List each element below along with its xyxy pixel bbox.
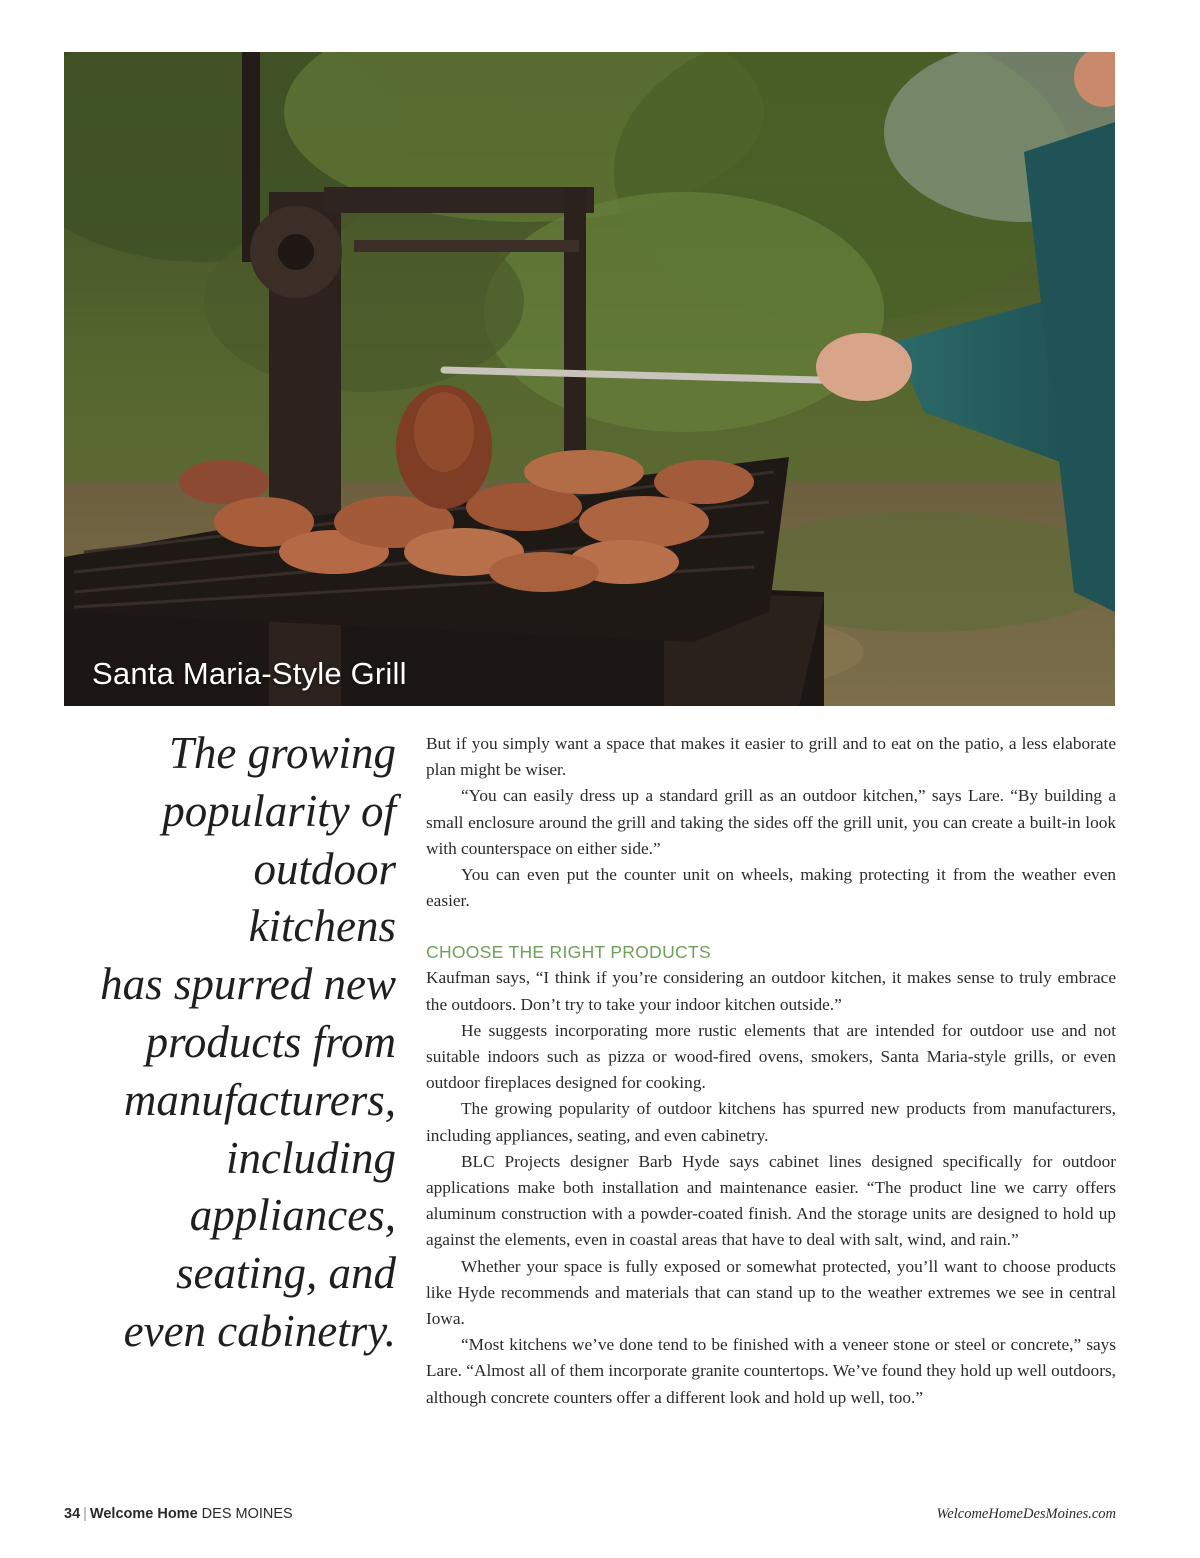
article-paragraph: The growing popularity of outdoor kitchens has spurred new products from manufacturers, including appliances, seating, and even cabinetry. [426,1099,1116,1145]
article-body [426,731,1116,1411]
pull-quote-line: has spurred new [100,959,396,1010]
pull-quote-line: outdoor kitchens [248,843,396,952]
article-paragraph: “You can easily dress up a standard grill as an outdoor kitchen,” says Lare. “By building a small enclosure around the grill and taking the sides off the grill unit, you can create a built-in look with counterspace on either side.” [426,786,1116,858]
pull-quote-line: products from [145,1016,396,1067]
pull-quote-line: including [226,1132,396,1183]
footer-website: WelcomeHomeDesMoines.com [936,1506,1116,1522]
footer-folio [64,1506,293,1522]
article-paragraph: “Most kitchens we’ve done tend to be finished with a veneer stone or steel or concrete,” says Lare. “Almost all of them incorporate granite countertops. We’ve found they hold up well outdoors, although concrete counters offer a different look and hold up well, too.” [426,1335,1116,1407]
article-paragraph: He suggests incorporating more rustic elements that are intended for outdoor use and not suitable indoors such as pizza or wood-fired ovens, smokers, Santa Maria-style grills, or even outdoor fireplaces designed for cooking. [426,1020,1116,1093]
grill-photo-illustration [64,52,1115,706]
article-paragraph: But if you simply want a space that makes it easier to grill and to eat on the patio, a less elaborate plan might be wiser. [426,734,1116,780]
magazine-name: Welcome Home [89,1506,198,1522]
pull-quote-line: The growing [168,728,396,778]
pull-quote-line: popularity of [162,785,396,836]
pull-quote [96,725,396,1361]
pull-quote-line: seating, and [176,1248,396,1299]
footer-separator: | [83,1506,87,1522]
grill-photo [64,52,1115,706]
article-paragraph: BLC Projects designer Barb Hyde says cabinet lines designed specifically for outdoor applications make both installation and maintenance easier. “The product line we carry offers aluminum construction with a powder-coated finish. And the storage units are designed to hold up against the elements, even in coastal areas that have to deal with salt, wind, and rain.” [426,1151,1116,1250]
article-paragraph: Kaufman says, “I think if you’re considering an outdoor kitchen, it makes sense to truly embrace the outdoors. Don’t try to take your indoor kitchen outside.” [426,968,1116,1014]
section-heading: CHOOSE THE RIGHT PRODUCTS [426,942,711,963]
photo-caption: Santa Maria-Style Grill [92,656,407,691]
article-paragraph: You can even put the counter unit on wheels, making protecting it from the weather even easier. [426,865,1116,911]
pull-quote-line: appliances, [189,1190,396,1241]
pull-quote-line: even cabinetry. [123,1305,396,1356]
pull-quote-line: manufacturers, [123,1074,396,1125]
page-number: 34 [64,1506,81,1522]
article-paragraph: Whether your space is fully exposed or somewhat protected, you’ll want to choose products like Hyde recommends and materials that can stand up to the weather extremes we see in central Iowa. [426,1256,1116,1329]
magazine-city: DES MOINES [201,1506,293,1522]
